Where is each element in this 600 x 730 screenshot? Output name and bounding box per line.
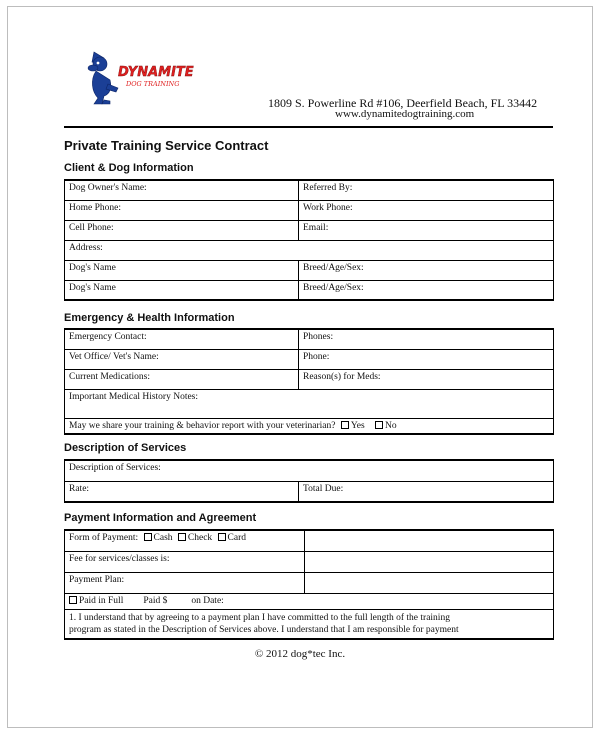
paid-in-full-checkbox[interactable] — [69, 596, 77, 604]
fee-for-services-field[interactable]: Fee for services/classes is: — [65, 551, 305, 572]
vet-share-row — [65, 418, 554, 434]
rate-field[interactable]: Rate: — [65, 481, 299, 502]
form-of-payment-row — [65, 530, 305, 551]
emergency-phones-field[interactable]: Phones: — [299, 329, 554, 349]
dynamite-dog-training-logo — [80, 44, 210, 108]
on-date-label: on Date: — [191, 595, 224, 606]
cell-phone-field[interactable]: Cell Phone: — [65, 220, 299, 240]
cash-checkbox[interactable] — [144, 533, 152, 541]
reason-for-meds-field[interactable]: Reason(s) for Meds: — [299, 369, 554, 389]
section-title-services: Description of Services — [64, 442, 187, 454]
agreement-line-1: 1. I understand that by agreeing to a payment plan I have committed to the full length of the training — [69, 612, 450, 623]
work-phone-field[interactable]: Work Phone: — [299, 200, 554, 220]
check-checkbox[interactable] — [178, 533, 186, 541]
dog-mascot-icon — [88, 52, 118, 104]
card-checkbox[interactable] — [218, 533, 226, 541]
home-phone-field[interactable]: Home Phone: — [65, 200, 299, 220]
total-due-field[interactable]: Total Due: — [299, 481, 554, 502]
medical-history-field[interactable]: Important Medical History Notes: — [65, 389, 554, 418]
email-field[interactable]: Email: — [299, 220, 554, 240]
no-label: No — [385, 420, 397, 431]
yes-checkbox[interactable] — [341, 421, 349, 429]
payment-agreement-text — [65, 609, 554, 639]
section-title-emergency: Emergency & Health Information — [64, 312, 235, 324]
company-address: 1809 S. Powerline Rd #106, Deerfield Beach, FL 33442 — [268, 96, 538, 110]
services-table — [64, 459, 554, 503]
paid-amount-label: Paid $ — [143, 595, 168, 606]
emergency-health-table — [64, 328, 554, 435]
client-dog-info-table — [64, 179, 554, 301]
header-divider — [64, 126, 553, 128]
copyright-footer: © 2012 dog*tec Inc. — [254, 648, 346, 660]
yes-label: Yes — [350, 420, 365, 431]
dog-name-field-1[interactable]: Dog's Name — [65, 260, 299, 280]
dog-owner-name-field[interactable]: Dog Owner's Name: — [65, 180, 299, 200]
no-checkbox[interactable] — [375, 421, 383, 429]
vet-name-field[interactable]: Vet Office/ Vet's Name: — [65, 349, 299, 369]
payment-table — [64, 529, 554, 640]
logo-subtitle: DOG TRAINING — [126, 80, 180, 88]
card-label: Card — [227, 533, 247, 543]
breed-age-sex-field-2[interactable]: Breed/Age/Sex: — [299, 280, 554, 300]
payment-plan-value[interactable] — [305, 572, 554, 593]
dog-name-field-2[interactable]: Dog's Name — [65, 280, 299, 300]
paid-in-full-row — [65, 593, 554, 609]
company-website[interactable]: www.dynamitedogtraining.com — [335, 108, 475, 120]
cash-label: Cash — [153, 533, 173, 543]
vet-share-question: May we share your training & behavior report with your veterinarian? — [69, 420, 336, 431]
agreement-line-2: program as stated in the Description of Services above. I understand that I am responsible for payment — [69, 624, 459, 635]
breed-age-sex-field-1[interactable]: Breed/Age/Sex: — [299, 260, 554, 280]
section-title-client: Client & Dog Information — [64, 162, 194, 174]
current-medications-field[interactable]: Current Medications: — [65, 369, 299, 389]
check-label: Check — [187, 533, 213, 543]
paid-in-full-label: Paid in Full — [79, 595, 124, 606]
vet-phone-field[interactable]: Phone: — [299, 349, 554, 369]
payment-plan-field[interactable]: Payment Plan: — [65, 572, 305, 593]
description-of-services-field[interactable]: Description of Services: — [65, 460, 554, 481]
page-title: Private Training Service Contract — [64, 138, 269, 153]
form-of-payment-label: Form of Payment: — [69, 533, 139, 543]
section-title-payment: Payment Information and Agreement — [64, 512, 257, 524]
address-field[interactable]: Address: — [65, 240, 554, 260]
fee-for-services-value[interactable] — [305, 551, 554, 572]
referred-by-field[interactable]: Referred By: — [299, 180, 554, 200]
form-of-payment-value[interactable] — [305, 530, 554, 551]
logo-title: DYNAMITE — [118, 65, 194, 80]
emergency-contact-field[interactable]: Emergency Contact: — [65, 329, 299, 349]
